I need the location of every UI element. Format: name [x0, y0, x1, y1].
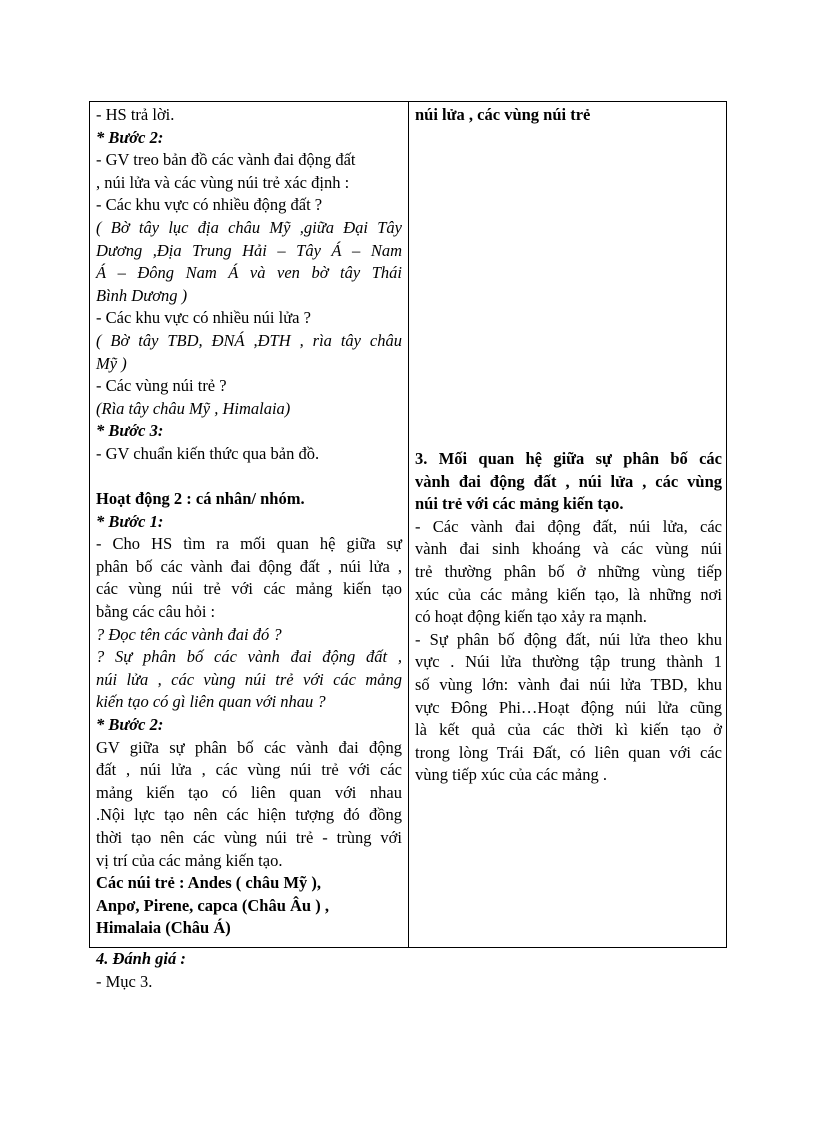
body-line: số vùng lớn: vành đai núi lửa TBD, khu: [415, 674, 722, 694]
answer-line: ( Bờ tây lục địa châu Mỹ ,giữa Đại Tây: [96, 217, 402, 237]
answer-line: (Rìa tây châu Mỹ , Himalaia): [96, 398, 291, 418]
assessment-heading: 4. Đánh giá :: [96, 949, 186, 968]
text-line: phân bố các vành đai động đất , núi lửa ,: [96, 556, 402, 576]
body-line: vành đai sinh khoáng và các vùng núi: [415, 539, 722, 559]
answer-line: ( Bờ tây TBD, ĐNÁ ,ĐTH , rìa tây châu: [96, 330, 402, 350]
question-line: ? Sự phân bố các vành đai động đất ,: [96, 647, 402, 667]
section-heading-line: 3. Mối quan hệ giữa sự phân bố các: [415, 449, 722, 468]
text-line: - HS trả lời.: [96, 105, 175, 124]
blank-line: [96, 466, 402, 489]
text-line: - Cho HS tìm ra mối quan hệ giữa sự: [96, 534, 402, 554]
question-line: kiến tạo có gì liên quan với nhau ?: [96, 692, 326, 712]
body-line: trẻ thường phân bố ở những vùng tiếp: [415, 561, 722, 581]
question-line: - Các vùng núi trẻ ?: [96, 376, 227, 396]
lesson-table: [89, 101, 727, 948]
question-line: ? Đọc tên các vành đai đó ?: [96, 624, 282, 644]
text-line: các vùng núi trẻ với các mảng kiến tạo: [96, 579, 402, 599]
right-cell-content: [415, 104, 722, 785]
body-line: - Các vành đai động đất, núi lửa, các: [415, 516, 722, 536]
text-line: thời tạo nên các vùng núi trẻ - trùng với: [96, 828, 402, 847]
step-heading: * Bước 3:: [96, 421, 164, 441]
text-line: .Nội lực tạo nên các hiện tượng đó đồng: [96, 805, 402, 825]
text-line: , núi lửa và các vùng núi trẻ xác định :: [96, 172, 350, 192]
body-line: có hoạt động kiến tạo xảy ra mạnh.: [415, 607, 647, 627]
text-line: - GV treo bản đồ các vành đai động đất: [96, 150, 356, 170]
body-line: trong lòng Trái Đất, có liên quan với các: [415, 742, 722, 762]
activity-heading: Hoạt động 2 : cá nhân/ nhóm.: [96, 489, 305, 509]
question-line: - Các khu vực có nhiều núi lửa ?: [96, 308, 311, 328]
mountains-line: Các núi trẻ : Andes ( châu Mỹ ),: [96, 873, 322, 893]
top-line: núi lửa , các vùng núi trẻ: [415, 105, 591, 124]
body-line: là kết quả của các thời kì kiến tạo ở: [415, 720, 722, 740]
left-cell-activities: [96, 104, 402, 940]
answer-line: Mỹ ): [96, 353, 127, 373]
body-line: vùng tiếp xúc của các mảng .: [415, 765, 607, 785]
column-divider: [408, 102, 409, 947]
mountains-line: Himalaia (Châu Á): [96, 918, 231, 938]
text-line: đất , núi lửa , các vùng núi trẻ với các: [96, 760, 402, 780]
assessment-item: - Mục 3.: [96, 971, 153, 991]
step-heading: * Bước 2:: [96, 127, 164, 147]
section-heading-line: vành đai động đất , núi lửa , các vùng: [415, 471, 722, 491]
question-line: - Các khu vực có nhiều động đất ?: [96, 195, 323, 215]
question-line: núi lửa , các vùng núi trẻ với các mảng: [96, 669, 402, 689]
text-line: bằng các câu hỏi :: [96, 602, 216, 622]
body-line: vực Đông Phi…Hoạt động núi lửa cũng: [415, 697, 722, 717]
answer-line: Dương ,Địa Trung Hải – Tây Á – Nam: [96, 240, 402, 260]
answer-line: Á – Đông Nam Á và ven bờ tây Thái: [96, 263, 402, 283]
answer-line: Bình Dương ): [96, 285, 188, 305]
text-line: - GV chuẩn kiến thức qua bản đồ.: [96, 443, 320, 463]
section3-block: [415, 448, 722, 787]
step-heading: * Bước 1:: [96, 511, 164, 531]
body-line: xúc của các mảng kiến tạo, là những nơi: [415, 584, 722, 604]
assessment-section: [96, 948, 736, 993]
step-heading: * Bước 2:: [96, 715, 164, 735]
text-line: GV giữa sự phân bố các vành đai động: [96, 737, 402, 757]
mountains-line: Anpơ, Pirene, capca (Châu Âu ) ,: [96, 895, 329, 915]
body-line: vực . Núi lửa thường tập trung thành 1: [415, 652, 722, 672]
body-line: - Sự phân bố động đất, núi lửa theo khu: [415, 629, 722, 649]
text-line: mảng kiến tạo có liên quan với nhau: [96, 782, 402, 802]
section-heading-line: núi trẻ với các mảng kiến tạo.: [415, 494, 624, 514]
text-line: vị trí của các mảng kiến tạo.: [96, 850, 283, 870]
